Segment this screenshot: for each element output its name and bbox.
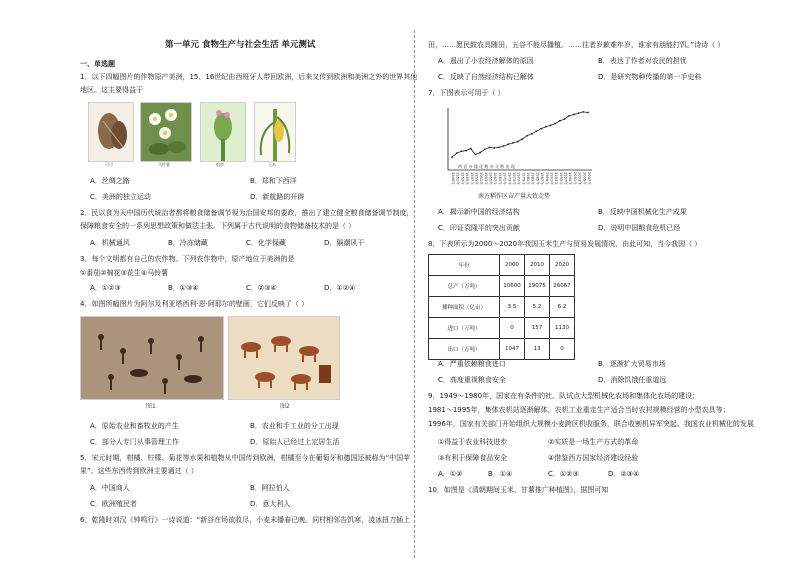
- yield-point: [545, 126, 547, 128]
- caption-potato: 马铃薯: [158, 162, 170, 167]
- q6-option-a[interactable]: A．遏出了小农经济解体的原因: [438, 57, 534, 65]
- x-tick-label: 1981年: [526, 172, 531, 185]
- yield-point: [484, 148, 486, 150]
- x-tick-label: 1963年: [483, 172, 488, 185]
- table-row: [429, 297, 575, 318]
- yield-point: [568, 115, 570, 117]
- yield-point: [456, 152, 458, 154]
- yield-point: [540, 128, 542, 130]
- q8-option-a[interactable]: A．严重依赖粮食进口: [438, 360, 506, 368]
- q7-option-b[interactable]: B．反映中国机械化生产成果: [598, 208, 687, 216]
- table-cell: 19075: [525, 276, 550, 297]
- q8-option-d[interactable]: D．消除饥饿任重道远: [598, 376, 667, 384]
- yield-point: [521, 138, 523, 140]
- q9-option-c[interactable]: C．①②③: [548, 470, 579, 478]
- x-tick-label: 1997年: [563, 172, 568, 185]
- yield-point: [550, 125, 552, 127]
- yield-point: [493, 147, 495, 149]
- yield-point: [536, 130, 538, 132]
- x-tick-label: 1949年: [451, 172, 455, 185]
- caption-corn: 玉米: [268, 162, 276, 167]
- q9-option-b[interactable]: B．①④: [488, 470, 513, 478]
- q3-option-b[interactable]: B．①③④: [168, 284, 199, 292]
- q9-option-d[interactable]: D．②③④: [608, 470, 640, 478]
- yield-point: [517, 141, 519, 143]
- yield-point: [470, 148, 472, 150]
- table-row-header: 出口（万吨）: [429, 339, 500, 360]
- chart-title: 南方稻作区亩产量大致走势: [478, 193, 551, 200]
- table-cell: 1130: [550, 318, 575, 339]
- q7-option-a[interactable]: A．揭示新中国的经济结构: [438, 208, 520, 216]
- q4-option-b[interactable]: B．农业和手工业的分工出现: [250, 422, 339, 430]
- q9-item-4: ④借鉴西方国家经济建设经验: [548, 454, 639, 462]
- x-tick-label: 1977年: [516, 172, 521, 185]
- table-cell: 2010: [525, 255, 550, 276]
- yield-point: [451, 156, 453, 158]
- table-cell: 157: [525, 318, 550, 339]
- column-divider: [414, 30, 415, 558]
- q5-line-1: 5．宋元时期，柑橘、柠檬、菊花等水果和植物从中国传到欧洲，柑橘至今在葡萄牙和德国还被称为“中国苹: [80, 454, 411, 462]
- yield-series-line: [452, 112, 588, 157]
- q9-item-2: ②实质是一场生产方式的革命: [548, 438, 639, 446]
- q9-item-3: ③有利于保障食品安全: [438, 454, 508, 462]
- q9-line-3: 1996年，国家有关部门开始组织大规模小麦跨区机收服务，联合收割机异军突起。我国农业机械化的发展: [428, 420, 754, 428]
- yield-point: [460, 150, 462, 152]
- yield-point: [479, 152, 481, 154]
- table-cell: 5.2: [525, 297, 550, 318]
- q3-option-c[interactable]: C．②③④: [246, 284, 277, 292]
- q7-option-d[interactable]: D．说明中国粮食危机已经: [598, 224, 681, 232]
- x-tick-label: 1995年: [558, 172, 563, 185]
- q2-line-1: 2．民以食为天中国历代统治者都将粮食储备调节视为治国安邦的要政，推出了建立健全粮食储备调节制度，: [80, 209, 414, 217]
- x-tick-label: 1969年: [497, 172, 502, 185]
- yield-line-chart: [438, 102, 598, 202]
- q8-option-c[interactable]: C．高度重视粮食安全: [438, 376, 506, 384]
- x-tick-label: 1955年: [465, 172, 470, 185]
- x-tick-label: 1957年: [469, 172, 474, 185]
- x-tick-label: 1953年: [460, 172, 465, 185]
- fig1-label: 图1: [146, 403, 156, 410]
- yield-point: [554, 123, 556, 125]
- q6-option-d[interactable]: D．是研究物种传播的第一手史料: [598, 73, 702, 81]
- tobacco-photo: [200, 102, 246, 162]
- x-tick-label: 2003年: [577, 172, 582, 185]
- q3-items: ①番茄②棉花③花生④马铃薯: [80, 269, 169, 277]
- rock-painting-fig2: [228, 316, 340, 400]
- q3-stem: 3．每个文明都有自己的农作物。下列农作物中，原产地位于美洲的是: [80, 255, 295, 263]
- q1-option-a[interactable]: A．丝绸之路: [90, 177, 130, 185]
- q1-option-b[interactable]: B．郑和下西洋: [250, 177, 297, 185]
- table-cell: 2020: [550, 255, 575, 276]
- table-row-header: 总产（万吨）: [429, 276, 500, 297]
- x-tick-label: 1961年: [479, 172, 484, 185]
- yield-point: [573, 114, 575, 116]
- q1-line-2: 地区。这主要得益于: [80, 86, 143, 94]
- q6-line-2: 田，……愿民鼓农具随田，五谷不能尽播植。……往者岁歉难年岁，谁家有朋能打饥。”诗诗（ ）: [428, 41, 725, 49]
- table-cell: 0: [500, 318, 525, 339]
- corn-trade-table: [428, 254, 575, 360]
- table-cell: 2000: [500, 255, 525, 276]
- q5-line-2: 果”。这些东西传到欧洲主要通过（ ）: [80, 467, 198, 475]
- q2-option-a[interactable]: A．机械通风: [90, 239, 130, 247]
- q2-option-b[interactable]: B．冷冻储藏: [168, 239, 208, 247]
- x-tick-label: 1973年: [507, 172, 512, 185]
- yield-point: [465, 150, 467, 152]
- q6-option-b[interactable]: B．表达了作者对农民的担忧: [598, 57, 687, 65]
- yield-point: [489, 146, 491, 148]
- q9-option-a[interactable]: A．①②: [438, 470, 463, 478]
- q9-item-1: ①得益于农业科技进步: [438, 438, 508, 446]
- x-tick-label: 1983年: [530, 172, 535, 185]
- q6-option-c[interactable]: C．反映了自然经济结构已解体: [438, 73, 534, 81]
- table-row: [429, 276, 575, 297]
- table-cell: 10600: [500, 276, 525, 297]
- x-tick-label: 1975年: [511, 172, 516, 185]
- yield-point: [526, 135, 528, 137]
- table-row: [429, 318, 575, 339]
- table-cell: 26067: [550, 276, 575, 297]
- x-tick-label: 1985年: [535, 172, 540, 185]
- yield-point: [512, 142, 514, 144]
- q3-option-a[interactable]: A．①②③: [90, 284, 121, 292]
- table-cell: 1047: [500, 339, 525, 360]
- yield-point: [498, 146, 500, 148]
- q4-option-d[interactable]: D．原始人已经过上定居生活: [250, 438, 340, 446]
- x-tick-label: 1971年: [502, 172, 507, 185]
- x-tick-label: 2005年: [582, 172, 587, 185]
- q7-stem: 7．下图表示可用于（ ）: [428, 89, 505, 97]
- q4-stem: 4．如图所幅图片为阿尔及利亚塔西利·恩·阿耶尔的壁画，它们反映了（ ）: [80, 300, 309, 308]
- x-tick-label: 1991年: [549, 172, 554, 185]
- corn-photo: [254, 102, 296, 162]
- yield-point: [582, 111, 584, 113]
- yield-point: [559, 120, 561, 122]
- q2-option-d[interactable]: D．隔潮风干: [324, 239, 365, 247]
- table-cell: 6.2: [550, 297, 575, 318]
- q9-line-2: 1981～1995年，集体农机站逐渐解体，农机工业重走生产适合当时农村规模经营的小型农具等；: [428, 406, 730, 414]
- table-row: [429, 255, 575, 276]
- q7-option-c[interactable]: C．印证袁隆平的突出贡献: [438, 224, 520, 232]
- page-title: 第一单元 食物生产与社会生活 单元测试: [165, 40, 316, 50]
- q1-option-c[interactable]: C．美洲的独立运动: [90, 193, 151, 201]
- q2-option-c[interactable]: C．化学保藏: [246, 239, 286, 247]
- q4-option-c[interactable]: C．部分人专门从事管理工作: [90, 438, 179, 446]
- caption-cacao: 可可: [105, 162, 113, 167]
- cacao-photo: [88, 102, 134, 162]
- x-tick-label: 2007年: [587, 172, 591, 185]
- caption-tobacco: 烟草: [216, 162, 224, 167]
- q8-option-b[interactable]: B．逐渐扩大贸易市场: [598, 360, 666, 368]
- x-tick-label: 1959年: [474, 172, 479, 185]
- q5-option-d[interactable]: D．意大利人: [250, 500, 291, 508]
- q1-line-1: 1．以下四幅图片的作物原产美洲，15、16世纪由西班牙人带回欧洲，后来又传到欧洲和美洲之外的世界其他: [80, 73, 418, 81]
- q2-line-2: 保障粮食安全的一系列思想政策和做法主张。下列属于古代说明的食物储备技术的是（ ）: [80, 222, 356, 230]
- table-cell: 13: [525, 339, 550, 360]
- yield-point: [503, 145, 505, 147]
- yield-point: [587, 112, 589, 114]
- section-heading: 一、单选题: [80, 60, 115, 68]
- table-row-header: 年份: [429, 255, 500, 276]
- chart-top-labels: 两 袁 杂 矮 化 稻 杂 交 稻 出 现: [458, 164, 515, 169]
- x-tick-label: 1979年: [521, 172, 526, 185]
- yield-point: [578, 112, 580, 114]
- q1-option-d[interactable]: D．新航路的开辟: [250, 193, 305, 201]
- q3-option-d[interactable]: D．①②④: [324, 284, 356, 292]
- potato-photo: [140, 102, 192, 162]
- q5-option-b[interactable]: B．阿拉伯人: [250, 484, 290, 492]
- x-tick-label: 1951年: [455, 172, 460, 185]
- q9-line-1: 9．1949～1980年，国家在有条件的社、队试点大型机械化农场和集体化农场的建设；: [428, 392, 700, 400]
- table-cell: 3.5: [500, 297, 525, 318]
- yield-point: [475, 154, 477, 156]
- table-row-header: 播种面积（亿亩）: [429, 297, 500, 318]
- x-tick-label: 1993年: [554, 172, 559, 185]
- x-tick-label: 1999年: [568, 172, 573, 185]
- x-tick-label: 1987年: [540, 172, 545, 185]
- table-cell: 0: [550, 339, 575, 360]
- q6-line-1: 6．乾隆时刘汉《钟鸣行》一诗说道：“新谷在场欲收尽，小麦未播春已晚。同村相邻告饥寒，凌冰扭刀插上: [80, 516, 411, 524]
- table-row: [429, 339, 575, 360]
- q5-option-a[interactable]: A．中国商人: [90, 484, 130, 492]
- x-tick-label: 2001年: [572, 172, 577, 185]
- fig2-label: 图2: [280, 403, 290, 410]
- yield-point: [531, 133, 533, 135]
- q4-option-a[interactable]: A．原始农业和畜牧业的产生: [90, 422, 179, 430]
- q8-stem: 8．下表所示为2000～2020年我国玉米生产与贸易发展情况，由此可知，当今我国（ ）: [428, 240, 702, 248]
- q5-option-c[interactable]: C．欧洲殖民者: [90, 500, 137, 508]
- x-tick-label: 1989年: [544, 172, 549, 185]
- rock-painting-fig1: [80, 316, 224, 400]
- x-tick-label: 1965年: [488, 172, 493, 185]
- table-row-header: 进口（万吨）: [429, 318, 500, 339]
- yield-point: [507, 143, 509, 145]
- yield-point: [564, 118, 566, 120]
- x-tick-label: 1967年: [493, 172, 498, 185]
- q10-stem: 10．如图是《清朝期间玉米、甘薯推广种植图》，据图可知: [428, 486, 609, 494]
